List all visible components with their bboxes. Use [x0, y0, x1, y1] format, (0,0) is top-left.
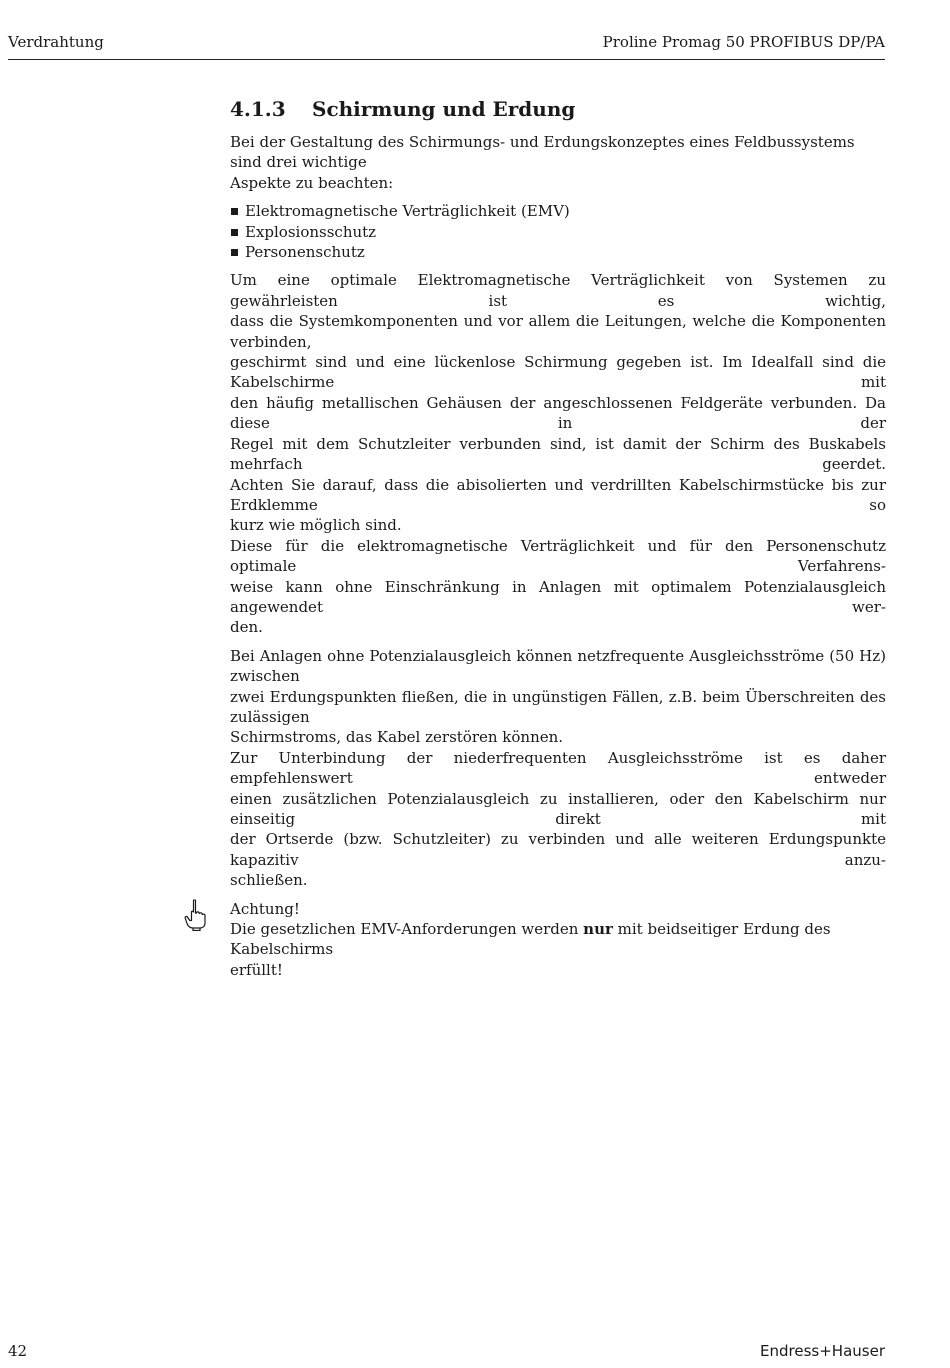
caution-text-start: Die gesetzlichen EMV-Anforderungen werden	[230, 920, 584, 939]
intro-paragraph	[230, 132, 886, 193]
square-bullet-icon	[231, 249, 238, 256]
page-number: 42	[8, 1342, 28, 1360]
list-item-text: Elektromagnetische Verträglichkeit (EMV)	[245, 202, 570, 221]
list-item-text: Explosionsschutz	[245, 222, 377, 241]
emv-paragraph	[230, 270, 886, 637]
section-title: Schirmung und Erdung	[312, 97, 576, 121]
paragraph-line: Zur Unterbindung der niederfrequenten Ausgleichsströme ist es daher empfehlenswert entweder	[230, 748, 886, 788]
section-heading	[230, 94, 886, 124]
intro-line: Bei der Gestaltung des Schirmungs- und Erdungskonzeptes eines Feldbussystems sind drei wichtige	[230, 133, 855, 172]
paragraph-line: einen zusätzlichen Potenzialausgleich zu installieren, oder den Kabelschirm nur einseitig direkt mit	[230, 789, 886, 828]
list-item	[230, 201, 886, 221]
list-item	[230, 222, 886, 242]
caution-emphasis: nur	[583, 920, 613, 939]
paragraph-line: Bei Anlagen ohne Potenzialausgleich können netzfrequente Ausgleichsströme (50 Hz) zwischen	[230, 646, 886, 686]
list-item	[230, 242, 886, 262]
paragraph-line: geschirmt sind und eine lückenlose Schirmung gegeben ist. Im Idealfall sind die Kabelschirme mit	[230, 353, 886, 392]
list-item-text: Personenschutz	[245, 243, 365, 262]
paragraph-line: den.	[230, 618, 263, 637]
company-logo-text: Endress+Hauser	[760, 1342, 885, 1360]
main-content	[230, 94, 886, 980]
page-header	[8, 31, 885, 53]
aspects-list	[230, 201, 886, 262]
paragraph-line: weise kann ohne Einschränkung in Anlagen mit optimalem Potenzialausgleich angewendet wer-	[230, 577, 886, 616]
pointing-hand-icon	[184, 899, 206, 931]
header-divider	[8, 59, 885, 60]
product-title: Proline Promag 50 PROFIBUS DP/PA	[602, 33, 885, 51]
chapter-title: Verdrahtung	[8, 33, 104, 51]
caution-heading: Achtung!	[230, 899, 300, 918]
caution-text-rest: mit beidseitiger Erdung des Kabelschirms	[230, 920, 831, 959]
paragraph-line: Achten Sie darauf, dass die abisolierten und verdrillten Kabelschirmstücke bis zur Erdklemme so	[230, 475, 886, 514]
square-bullet-icon	[231, 208, 238, 215]
page-footer	[8, 1340, 885, 1362]
square-bullet-icon	[231, 229, 238, 236]
caution-note	[230, 899, 886, 981]
paragraph-line: schließen.	[230, 871, 308, 890]
caution-text	[230, 919, 886, 960]
intro-line: Aspekte zu beachten:	[230, 173, 394, 192]
caution-text-end: erfüllt!	[230, 960, 283, 979]
paragraph-line: kurz wie möglich sind.	[230, 516, 402, 535]
paragraph-line: zwei Erdungspunkten fließen, die in ungünstigen Fällen, z.B. beim Überschreiten des zulässigen	[230, 687, 886, 726]
paragraph-line: Um eine optimale Elektromagnetische Verträglichkeit von Systemen zu gewährleisten ist es wichtig,	[230, 271, 886, 310]
paragraph-line: der Ortserde (bzw. Schutzleiter) zu verbinden und alle weiteren Erdungspunkte kapazitiv anzu-	[230, 830, 886, 869]
section-number: 4.1.3	[230, 97, 286, 121]
paragraph-line: Regel mit dem Schutzleiter verbunden sind, ist damit der Schirm des Buskabels mehrfach geerdet.	[230, 434, 886, 474]
paragraph-line: den häufig metallischen Gehäusen der angeschlossenen Feldgeräte verbunden. Da diese in der	[230, 393, 886, 433]
paragraph-line: Schirmstroms, das Kabel zerstören können.	[230, 728, 564, 747]
potential-paragraph	[230, 646, 886, 891]
paragraph-line: dass die Systemkomponenten und vor allem die Leitungen, welche die Komponenten verbinden,	[230, 312, 886, 351]
paragraph-line: Diese für die elektromagnetische Verträglichkeit und für den Personenschutz optimale Verfahrens-	[230, 536, 886, 576]
